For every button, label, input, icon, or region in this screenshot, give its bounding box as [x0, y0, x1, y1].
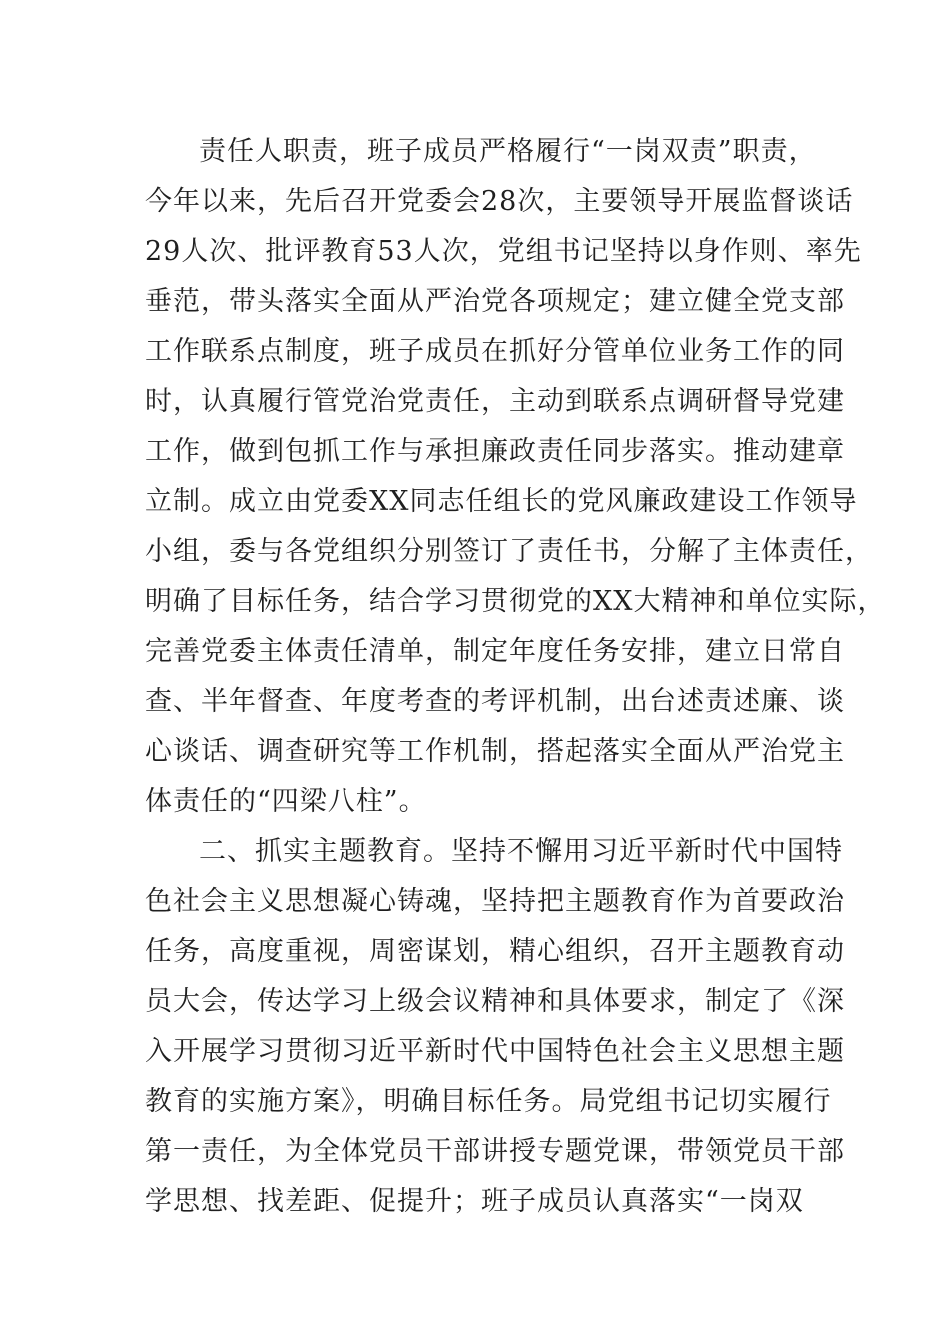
text-line-10: 明确了目标任务，结合学习贯彻党的XX大精神和单位实际， [145, 586, 886, 617]
text-line-22: 学思想、找差距、促提升；班子成员认真落实“一岗双 [145, 1186, 804, 1217]
text-line-17: 任务，高度重视，周密谋划，精心组织，召开主题教育动 [145, 936, 845, 967]
text-line-5: 工作联系点制度，班子成员在抓好分管单位业务工作的同 [145, 336, 845, 367]
text-line-2: 今年以来，先后召开党委会28次，主要领导开展监督谈话 [145, 186, 854, 217]
text-line-3: 29人次、批评教育53人次，党组书记坚持以身作则、率先 [145, 236, 862, 267]
text-line-16: 色社会主义思想凝心铸魂，坚持把主题教育作为首要政治 [145, 886, 845, 917]
text-line-15: 二、抓实主题教育。坚持不懈用习近平新时代中国特 [199, 836, 843, 867]
text-line-9: 小组，委与各党组织分别签订了责任书，分解了主体责任， [145, 536, 873, 567]
text-line-12: 查、半年督查、年度考查的考评机制，出台述责述廉、谈 [145, 686, 845, 717]
text-line-4: 垂范，带头落实全面从严治党各项规定；建立健全党支部 [145, 286, 845, 317]
text-line-7: 工作，做到包抓工作与承担廉政责任同步落实。推动建章 [145, 436, 845, 467]
text-line-14: 体责任的“四梁八柱”。 [145, 786, 427, 817]
text-line-20: 教育的实施方案》，明确目标任务。局党组书记切实履行 [145, 1086, 832, 1117]
text-line-19: 入开展学习贯彻习近平新时代中国特色社会主义思想主题 [145, 1036, 845, 1067]
text-line-6: 时，认真履行管党治党责任，主动到联系点调研督导党建 [145, 386, 845, 417]
text-line-18: 员大会，传达学习上级会议精神和具体要求，制定了《深 [145, 986, 845, 1017]
text-line-21: 第一责任，为全体党员干部讲授专题党课，带领党员干部 [145, 1136, 845, 1167]
text-line-13: 心谈话、调查研究等工作机制，搭起落实全面从严治党主 [145, 736, 845, 767]
text-line-1: 责任人职责，班子成员严格履行“一岗双责”职责， [199, 136, 817, 167]
text-line-11: 完善党委主体责任清单，制定年度任务安排，建立日常自 [145, 636, 845, 667]
text-line-8: 立制。成立由党委XX同志任组长的党风廉政建设工作领导 [145, 486, 858, 517]
